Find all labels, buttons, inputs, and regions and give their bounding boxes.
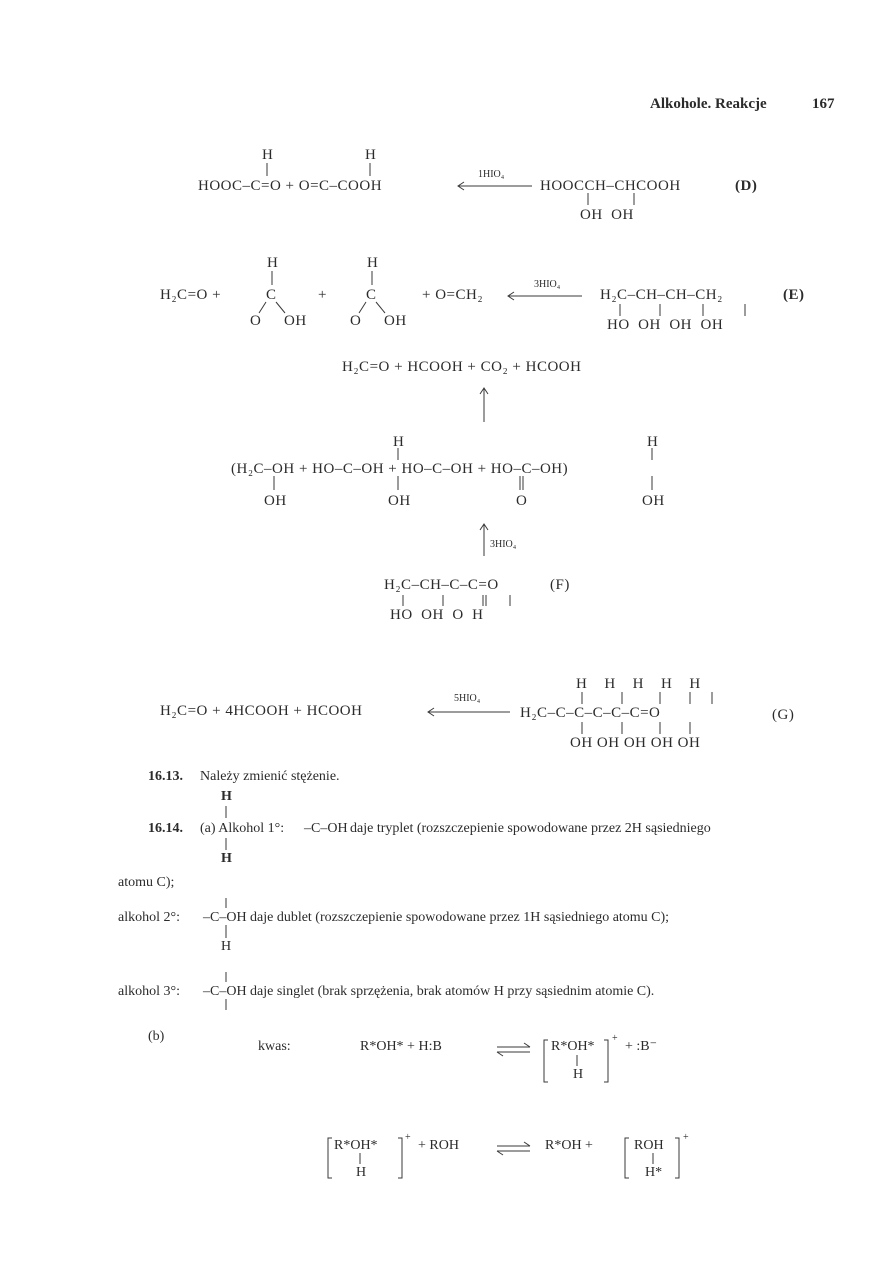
scheme-e-o2: O — [350, 313, 362, 329]
scheme-e-c1: C — [266, 287, 277, 303]
eq1-charge: + — [612, 1033, 618, 1044]
scheme-d-h1: H — [262, 147, 274, 163]
eq2-mid: + ROH — [418, 1138, 459, 1153]
alcohol2-label: alkohol 2°: — [118, 910, 180, 925]
scheme-e-right: H₂C–CH–CH–CH₂ — [600, 287, 723, 303]
eq2-bracket2-sub: H* — [645, 1165, 663, 1180]
scheme-f-start: H₂C–CH–C–C=O — [384, 577, 499, 593]
alcohol1-text-cont: atomu C); — [118, 875, 175, 890]
scheme-f-reagent: 3HIO₄ — [490, 539, 517, 550]
eq2-bracket2-content: ROH — [634, 1138, 664, 1153]
scheme-f-label: (F) — [550, 577, 570, 593]
group1-top-h: H — [221, 789, 232, 804]
scheme-d-reagent: 1HIO₄ — [478, 169, 505, 180]
scheme-f-sub3: O — [516, 493, 528, 509]
eq2-bracket-content: R*OH* — [334, 1138, 378, 1153]
scheme-g-right: H₂C–C–C–C–C–C=O — [520, 705, 661, 721]
scheme-d-label: (D) — [735, 178, 758, 194]
scheme-f-sub4: OH — [642, 493, 665, 509]
scheme-e-h-a: H — [267, 255, 279, 271]
scheme-f-intermediate: (H₂C–OH + HO–C–OH + HO–C–OH + HO–C–OH) — [231, 461, 569, 477]
scheme-e-o1: O — [250, 313, 262, 329]
scheme-f-products: H₂C=O + HCOOH + CO₂ + HCOOH — [342, 359, 582, 375]
eq1-left: R*OH* + H:B — [360, 1039, 442, 1054]
alcohol1-text: daje tryplet (rozszczepienie spowodowane przez 2H sąsiedniego — [350, 821, 711, 836]
eq1-bracket-content: R*OH* — [551, 1039, 595, 1054]
eq1-bracket-sub: H — [573, 1067, 584, 1082]
scheme-f-sub2: OH — [388, 493, 411, 509]
eq2-charge: + — [405, 1132, 411, 1143]
scheme-e-tail: + O=CH₂ — [422, 287, 484, 303]
scheme-e-oh1: OH — [284, 313, 307, 329]
kwas-label: kwas: — [258, 1039, 291, 1054]
scheme-e-oh2: OH — [384, 313, 407, 329]
group2-bottom-h: H — [221, 939, 232, 954]
page-number: 167 — [812, 96, 835, 112]
scheme-d-left: HOOC–C=O + O=C–COOH — [198, 178, 383, 194]
scheme-e-reagent: 3HIO₄ — [534, 279, 561, 290]
scheme-d-right: HOOCCH–CHCOOH — [540, 178, 681, 194]
scheme-g-top-h: H H H H H — [576, 676, 701, 692]
scheme-f-sub1: OH — [264, 493, 287, 509]
answer-16-13-text: Należy zmienić stężenie. — [200, 769, 340, 784]
alcohol3-label: alkohol 3°: — [118, 984, 180, 999]
group1-bottom-h: H — [221, 851, 232, 866]
group2-formula: –C–OH — [203, 910, 247, 925]
answer-16-14-number: 16.14. — [148, 821, 183, 836]
alcohol3-text: daje singlet (brak sprzężenia, brak atomów H przy sąsiednim atomie C). — [250, 984, 655, 999]
eq1-right: + :B⁻ — [625, 1039, 658, 1054]
running-header-title: Alkohole. Reakcje — [650, 96, 767, 112]
scheme-g-right-sub: OH OH OH OH OH — [570, 735, 701, 751]
scheme-f-start-sub: HO OH O H — [390, 607, 484, 623]
scheme-g-label: (G) — [772, 707, 795, 723]
scheme-f-h1: H — [393, 434, 405, 450]
scheme-d-h2: H — [365, 147, 377, 163]
scheme-e-part1: H₂C=O + — [160, 287, 222, 303]
scheme-e-right-sub: HO OH OH OH — [607, 317, 724, 333]
scheme-d-right-sub: OH OH — [580, 207, 634, 223]
scheme-f-h2: H — [647, 434, 659, 450]
answer-16-14-part-b: (b) — [148, 1029, 165, 1044]
scheme-g-left: H₂C=O + 4HCOOH + HCOOH — [160, 703, 363, 719]
scheme-e-label: (E) — [783, 287, 805, 303]
scheme-g-reagent: 5HIO₄ — [454, 693, 481, 704]
answer-16-14-part-a: (a) Alkohol 1°: — [200, 821, 285, 836]
eq2-right: R*OH + — [545, 1138, 593, 1153]
eq2-bracket-sub: H — [356, 1165, 367, 1180]
group3-formula: –C–OH — [203, 984, 247, 999]
answer-16-13-number: 16.13. — [148, 769, 183, 784]
scheme-e-c2: C — [366, 287, 377, 303]
scheme-e-h-b: H — [367, 255, 379, 271]
group1-formula: –C–OH — [304, 821, 348, 836]
eq2-charge2: + — [683, 1132, 689, 1143]
scheme-e-plus1: + — [318, 287, 327, 303]
alcohol2-text: daje dublet (rozszczepienie spowodowane przez 1H sąsiedniego atomu C); — [250, 910, 670, 925]
